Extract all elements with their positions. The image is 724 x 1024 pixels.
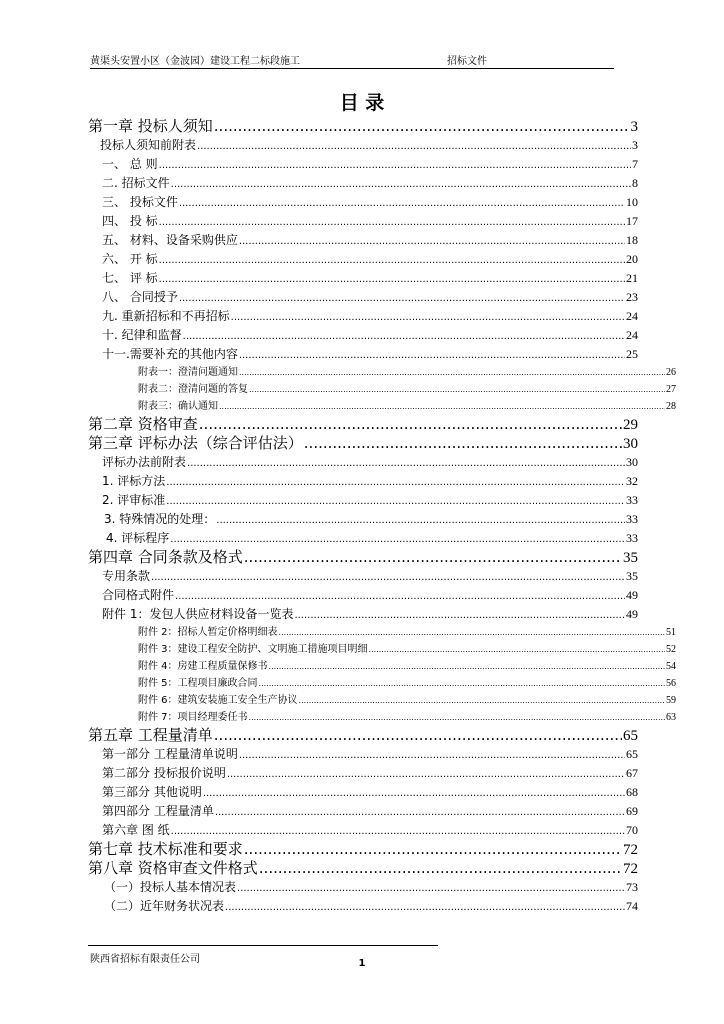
toc-entry-page: 10 [626,195,638,209]
toc-entry-page: 74 [626,899,638,913]
toc-entry[interactable] [88,212,638,231]
toc-entry-page: 72 [623,861,638,877]
toc-entry-title: 五、 材料、设备采购供应 [102,233,238,247]
toc-entry-page: 24 [626,309,638,323]
toc-entry-page: 21 [626,271,638,285]
toc-entry-page: 3 [632,138,638,152]
footer-divider [88,945,438,946]
toc-entry-page: 17 [626,214,638,228]
toc-entry-page: 52 [666,644,676,655]
toc-entry-title: 第一章 投标人须知 [88,117,213,135]
toc-dot-leader [225,898,625,917]
toc-dot-leader [227,765,625,784]
toc-entry[interactable] [88,897,638,916]
toc-entry-title: 2. 评审标准 [102,493,166,507]
toc-entry-page: 72 [623,842,638,858]
toc-entry[interactable] [88,231,638,250]
toc-entry[interactable] [88,136,638,155]
toc-entry[interactable] [88,821,638,840]
toc-dot-leader [259,859,622,878]
toc-entry[interactable] [88,288,638,307]
toc-entry-title: 附件 3：建设工程安全防护、文明施工措施项目明细 [138,644,368,655]
toc-entry-page: 28 [666,401,676,412]
toc-entry-title: 第六章 图 纸 [102,823,170,837]
toc-entry[interactable] [88,250,638,269]
toc-entry[interactable] [88,510,638,529]
toc-dot-leader [151,568,625,587]
toc-entry-page: 30 [623,436,638,452]
toc-dot-leader [171,822,625,841]
toc-entry-title: 二. 招标文件 [102,176,170,190]
toc-dot-leader [244,840,622,859]
toc-entry-title: 合同格式附件 [102,588,175,602]
toc-dot-leader [237,879,625,898]
toc-entry[interactable] [88,434,638,453]
toc-dot-leader [159,251,625,270]
toc-dot-leader [166,492,625,511]
toc-entry-title: 三、 投标文件 [102,195,178,209]
toc-dot-leader [183,327,625,346]
toc-dot-leader [166,473,625,492]
toc-dot-leader [249,709,665,726]
header-document-type: 招标文件 [447,56,487,67]
toc-dot-leader [179,289,625,308]
toc-entry-title: 附表三：确认通知 [138,401,218,412]
toc-entry-title: 第八章 资格审查文件格式 [88,859,258,877]
toc-entry[interactable] [88,624,676,641]
toc-dot-leader [187,454,625,473]
toc-entry-title: 第二部分 投标报价说明 [102,766,226,780]
toc-dot-leader [369,641,665,658]
page-number: 1 [358,958,366,969]
toc-entry-page: 32 [626,474,638,488]
toc-entry-page: 23 [626,290,638,304]
toc-dot-leader [216,511,625,530]
toc-entry-page: 51 [666,627,676,638]
toc-entry-page: 70 [626,823,638,837]
toc-dot-leader [299,692,665,709]
toc-entry-title: 六、 开 标 [102,252,158,266]
toc-entry[interactable] [88,548,638,567]
toc-dot-leader [175,587,625,606]
toc-entry-title: 第四部分 工程量清单 [102,804,214,818]
toc-entry[interactable] [88,472,638,491]
toc-entry-title: 十一.需要补充的其他内容 [102,347,238,361]
toc-dot-leader [304,434,622,453]
toc-dot-leader [259,675,665,692]
toc-entry[interactable] [88,726,638,745]
toc-dot-leader [199,415,622,434]
toc-entry-title: （二）近年财务状况表 [104,899,225,913]
footer-company: 陕西省招标有限责任公司 [90,954,200,965]
toc-entry[interactable] [88,605,638,624]
toc-dot-leader [171,175,631,194]
toc-entry-title: 第三章 评标办法（综合评估法） [88,434,303,452]
toc-entry-page: 56 [666,678,676,689]
toc-entry[interactable] [88,307,638,326]
toc-dot-leader [159,156,631,175]
toc-entry[interactable] [88,709,676,726]
toc-entry-title: 八、 合同授予 [102,290,178,304]
toc-entry-title: 附表二：澄清问题的答复 [138,384,248,395]
toc-dot-leader [197,137,631,156]
toc-entry-page: 3 [630,119,638,135]
toc-entry-title: 专用条款 [102,569,151,583]
toc-entry[interactable] [88,453,638,472]
toc-entry[interactable] [88,745,638,764]
toc-dot-leader [279,624,665,641]
toc-entry[interactable] [88,398,676,415]
toc-entry-title: 第二章 资格审查 [88,415,198,433]
toc-entry-title: 第一部分 工程量清单说明 [102,747,238,761]
toc-entry-title: 第五章 工程量清单 [88,726,213,744]
toc-entry-page: 8 [632,176,638,190]
toc-entry[interactable] [88,567,638,586]
toc-entry-page: 24 [626,328,638,342]
toc-dot-leader [269,658,665,675]
toc-dot-leader [219,398,665,415]
toc-entry[interactable] [88,491,638,510]
toc-dot-leader [239,364,665,381]
toc-dot-leader [231,308,625,327]
toc-entry[interactable] [88,658,676,675]
toc-entry-title: 第七章 技术标准和要求 [88,840,243,858]
toc-entry-title: 四、 投 标 [102,214,158,228]
toc-entry[interactable] [88,415,638,434]
toc-entry-page: 65 [626,747,638,761]
toc-entry[interactable] [88,326,638,345]
toc-entry-title: 附件 1：发包人供应材料设备一览表 [102,607,294,621]
toc-dot-leader [159,213,625,232]
toc-entry[interactable] [88,764,638,783]
toc-entry-title: 九. 重新招标和不再招标 [102,309,230,323]
toc-entry[interactable] [88,783,638,802]
toc-entry-page: 20 [626,252,638,266]
toc-dot-leader [249,381,665,398]
toc-entry-title: 附表一：澄清问题通知 [138,367,238,378]
toc-entry-page: 49 [626,588,638,602]
toc-entry-page: 59 [666,695,676,706]
toc-entry-page: 63 [666,712,676,723]
toc-entry[interactable] [88,193,638,212]
toc-entry-page: 35 [623,550,638,566]
toc-dot-leader [170,530,625,549]
toc-entry[interactable] [88,641,676,658]
toc-dot-leader [239,746,625,765]
toc-entry-title: 附件 2：招标人暂定价格明细表 [138,627,278,638]
toc-dot-leader [244,548,622,567]
toc-entry-title: 3. 特殊情况的处理： [104,512,216,526]
toc-entry-page: 33 [626,531,638,545]
toc-entry[interactable] [88,840,638,859]
toc-dot-leader [214,117,630,136]
toc-entry[interactable] [88,675,676,692]
toc-entry[interactable] [88,269,638,288]
toc-entry-title: （一）投标人基本情况表 [104,880,237,894]
toc-entry-title: 附件 6：建筑安装施工安全生产协议 [138,695,298,706]
toc-entry-page: 35 [626,569,638,583]
header-project-title: 黄渠头安置小区（金波园）建设工程二标段施工 [90,56,300,67]
toc-entry-page: 18 [626,233,638,247]
toc-dot-leader [239,232,625,251]
toc-entry-title: 附件 4：房建工程质量保修书 [138,661,268,672]
toc-entry-title: 七、 评 标 [102,271,158,285]
toc-dot-leader [239,346,625,365]
toc-entry-page: 7 [632,157,638,171]
toc-entry-page: 67 [626,766,638,780]
toc-entry-page: 27 [666,384,676,395]
toc-entry-page: 49 [626,607,638,621]
toc-entry-page: 68 [626,785,638,799]
toc-entry[interactable] [88,155,638,174]
toc-entry-title: 第三部分 其他说明 [102,785,202,799]
toc-dot-leader [215,803,625,822]
toc-dot-leader [203,784,625,803]
toc-dot-leader [159,270,625,289]
toc-entry[interactable] [88,381,676,398]
toc-entry-page: 33 [626,512,638,526]
toc-entry-title: 附件 7：项目经理委任书 [138,712,248,723]
toc-dot-leader [214,726,622,745]
toc-entry-title: 投标人须知前附表 [100,138,197,152]
toc-dot-leader [179,194,625,213]
toc-entry-title: 第四章 合同条款及格式 [88,548,243,566]
toc-entry-page: 73 [626,880,638,894]
toc-entry[interactable] [88,364,676,381]
toc-entry-title: 一、 总 则 [102,157,158,171]
toc-entry-page: 30 [626,455,638,469]
toc-entry[interactable] [88,345,638,364]
toc-entry[interactable] [88,586,638,605]
toc-entry-page: 33 [626,493,638,507]
toc-entry-page: 69 [626,804,638,818]
toc-entry[interactable] [88,878,638,897]
toc-entry[interactable] [88,802,638,821]
toc-entry-page: 26 [666,367,676,378]
table-of-contents [88,117,676,916]
toc-entry[interactable] [88,117,638,136]
toc-entry[interactable] [88,692,676,709]
toc-entry[interactable] [88,174,638,193]
toc-entry-page: 25 [626,347,638,361]
page-header [90,52,614,69]
toc-entry-title: 十. 纪律和监督 [102,328,182,342]
toc-title: 目 录 [339,92,385,114]
toc-entry-page: 65 [623,728,638,744]
toc-entry-page: 54 [666,661,676,672]
toc-entry[interactable] [88,529,638,548]
toc-entry-page: 29 [623,417,638,433]
toc-entry[interactable] [88,859,638,878]
toc-entry-title: 1. 评标方法 [102,474,166,488]
toc-entry-title: 附件 5：工程项目廉政合同 [138,678,258,689]
toc-dot-leader [294,606,625,625]
toc-entry-title: 评标办法前附表 [102,455,187,469]
toc-entry-title: 4. 评标程序 [106,531,170,545]
